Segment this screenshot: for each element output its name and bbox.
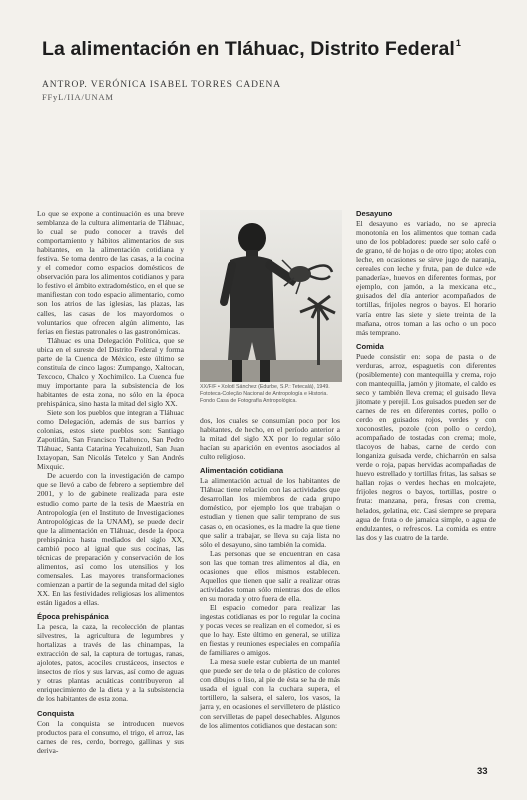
paragraph: dos, los cuales se consumían poco por los habitantes, de hecho, en el período anterior a la mitad del siglo XX por lo regular sólo hacían su aparición en eventos asociados al culto religioso.	[200, 416, 340, 462]
text-column-3	[356, 209, 496, 769]
text-column-2	[200, 416, 340, 776]
author-affiliation: FFyL/IIA/UNAM	[42, 92, 114, 102]
paragraph: De acuerdo con la investigación de campo que se llevó a cabo de febrero a septiembre del 2001, y lo de gabinete realizada para este estudio como parte de la tesis de Maestría en Antropología (en el Instituto de Investigaciones Antropológicas de la UNAM), se puede decir que la alimentación en Tláhuac, desde la época prehispánica hasta mediados del siglo XX, cambió poco al igual que sus cocinas, las técnicas de preparación y conservación de los alimentos, así como los utensilios y los comensales. Las mayores transformaciones comienzan a partir de la segunda mitad del siglo XX. En las festividades religiosas los alimentos están ligados a ellas.	[37, 471, 184, 608]
paragraph: Con la conquista se introducen nuevos productos para el consumo, el trigo, el arroz, las carnes de res, cerdo, borrego, gallinas y sus deriva-	[37, 718, 184, 755]
photo-caption: XX/F/F • Xolotl Sánchez (Edurbe, S.P.: Tetecalá), 1949. Fototeca-Coleção Nacional de Antropología e Historia. Fondo Casa de Fotografía Antropológica.	[200, 384, 330, 404]
boy-holding-crab-photo	[200, 210, 342, 382]
paragraph: El espacio comedor para realizar las ingestas cotidianas es por lo regular la cocina y pocas veces se realizan en el comedor, si es que lo hay. Este último en general, se utiliza en fiestas y reuniones especiales en compañía de familiares o amigos.	[200, 602, 340, 658]
section-heading-daily-food: Alimentación cotidiana	[200, 466, 284, 476]
paragraph: Tláhuac es una Delegación Política, que se ubica en el sureste del Distrito Federal y forma parte de la Cuenca de México, este último se constituía de cinco lagos: Zumpango, Xaltocan, Texcoco, Chalco y Xochimilco. La Cuenca fue muy importante para la subsistencia de los habitantes de esta zona, no sólo en la época prehispánica, sino hasta la mitad del siglo XX.	[37, 335, 184, 408]
section-heading-conquest: Conquista	[37, 708, 75, 718]
historic-photograph	[200, 210, 342, 382]
text-column-1	[37, 209, 184, 769]
section-heading-prehispanic: Época prehispánica	[37, 612, 109, 622]
article-title	[42, 38, 502, 61]
paragraph: La alimentación actual de los habitantes de Tláhuac tiene relación con las actividades que desarrollan los miembros de cada grupo doméstico, por ejemplo los que trabajan o estudian y tienen que salir temprano de sus casas o, en ocasiones, es la madre la que tiene que salir a trabajar, se lleva su caja lista no sólo el desayuno, sino también la comida.	[200, 476, 340, 549]
section-heading-lunch: Comida	[356, 341, 384, 351]
paragraph: Puede consistir en: sopa de pasta o de verduras, arroz, espaguetis con diferentes (posiblemente) con mantequilla y crema, rojo con mantequilla, jamón y jitomate, el caldo es seco y también lleva crema; el guisado lleva jitomate y perejil. Los guisados pueden ser de carnes de res en diferentes cortes, pollo o cerdo en guisados rojos, verdes y con xoconostles, pozole (con pollo o cerdo), acompañado de tostadas con crema; mole, tlacoyos de habas, carne de cerdo con longaniza guisada verde, chicharrón en salsa verde o roja, papas hervidas acompañadas de huevo estrellado y tortillas fritas, las salsas se hallan rojas o verdes hechas en molcajete, frijoles negros o bayos, tortillas, postre o fruta: manzana, pera, fresas con crema, helados, gelatina, etc. Casi siempre se prepara agua de fruta o de jamaica simple, o agua de endulzantes, o refrescos. La comida es entre las dos y las cuatro de la tarde.	[356, 351, 496, 542]
paragraph: Las personas que se encuentran en casa son las que toman tres alimentos al día, en ocasiones que ellos mismos establecen. Aquellos que tienen que salir a realizar otras actividades toman sólo mientras dos de ellos en su morada y otro fuera de ella.	[200, 548, 340, 603]
paragraph: La pesca, la caza, la recolección de plantas silvestres, la agricultura de legumbres y hortalizas a través de las chinampas, la extracción de sal, la captura de tortugas, ranas, ajolotes, patos, acociles crustáceos, insectos e insectos de ríos y sus larvas, así como de aguas y otras plantas acuáticas contribuyeron al enriquecimiento de la dieta y a la subsistencia de los habitantes de esta zona.	[37, 622, 184, 704]
paragraph: La mesa suele estar cubierta de un mantel que puede ser de tela o de plástico de colores con dibujos o liso, al pie de ésta se ha de más usada el igual con la cuchara supera, el tortillero, la salsera, el salero, los vasos, la jarra y, en ocasiones el servilletero de plástico con servilletas de papel desechables. Algunos de los alimentos cotidianos que destacan son:	[200, 657, 340, 730]
section-heading-breakfast: Desayuno	[356, 209, 393, 218]
paragraph: Siete son los pueblos que integran a Tláhuac como Delegación, además de sus barrios y colonias, estos siete pueblos son: Santiago Zapotitlán, San Francisco Tlaltenco, San Pedro Tláhuac, Santa Catarina Yecahuizotl, San Juan Ixtayopan, San Nicolás Tetelco y San Andrés Mixquic.	[37, 408, 184, 472]
author-name: ANTROP. VERÓNICA ISABEL TORRES CADENA	[42, 80, 282, 90]
paragraph: El desayuno es variado, no se aprecia monotonía en los alimentos que toman cada uno de los pobladores: puede ser solo café o de grano, té de hojas o de otro tipo; atoles con leche, en ocasiones se sirve jugo de naranja, cereales con leche y fruta, pan de dulce «de panadería», huevos en diferentes formas, por ejemplo, con jamón, a la mexicana etc., guisados del día anterior acompañados de tortillas, frijoles negros o bayos. El horario varía entre las siete y siete treinta de la mañana, otros toman a las ocho o un poco más temprano.	[356, 219, 496, 337]
footnote-mark: 1	[455, 38, 462, 48]
intro-paragraph: Lo que se expone a continuación es una breve semblanza de la cultura alimentaria de Tláhuac, lo cual se pudo conocer a través del comportamiento y hábitos alimentarios de sus habitantes, en la alimentación cotidiana y festiva. Se toma dentro de las casas, a la cocina y el comedor como espacios domésticos de observación para los alimentos cotidianos y para lo festivo el ámbito extradoméstico, en el que se manifiestan con todo espacio alimentario, como son los atrios de las iglesias, las plazas, las calles, las casas de los mayordomos o voluntarios que ofrecen algún alimento, las ferias en fiestas patronales o las gastronómicas.	[37, 209, 184, 336]
page-number: 33	[477, 766, 488, 777]
article-title-text: La alimentación en Tláhuac, Distrito Federal	[42, 38, 455, 60]
